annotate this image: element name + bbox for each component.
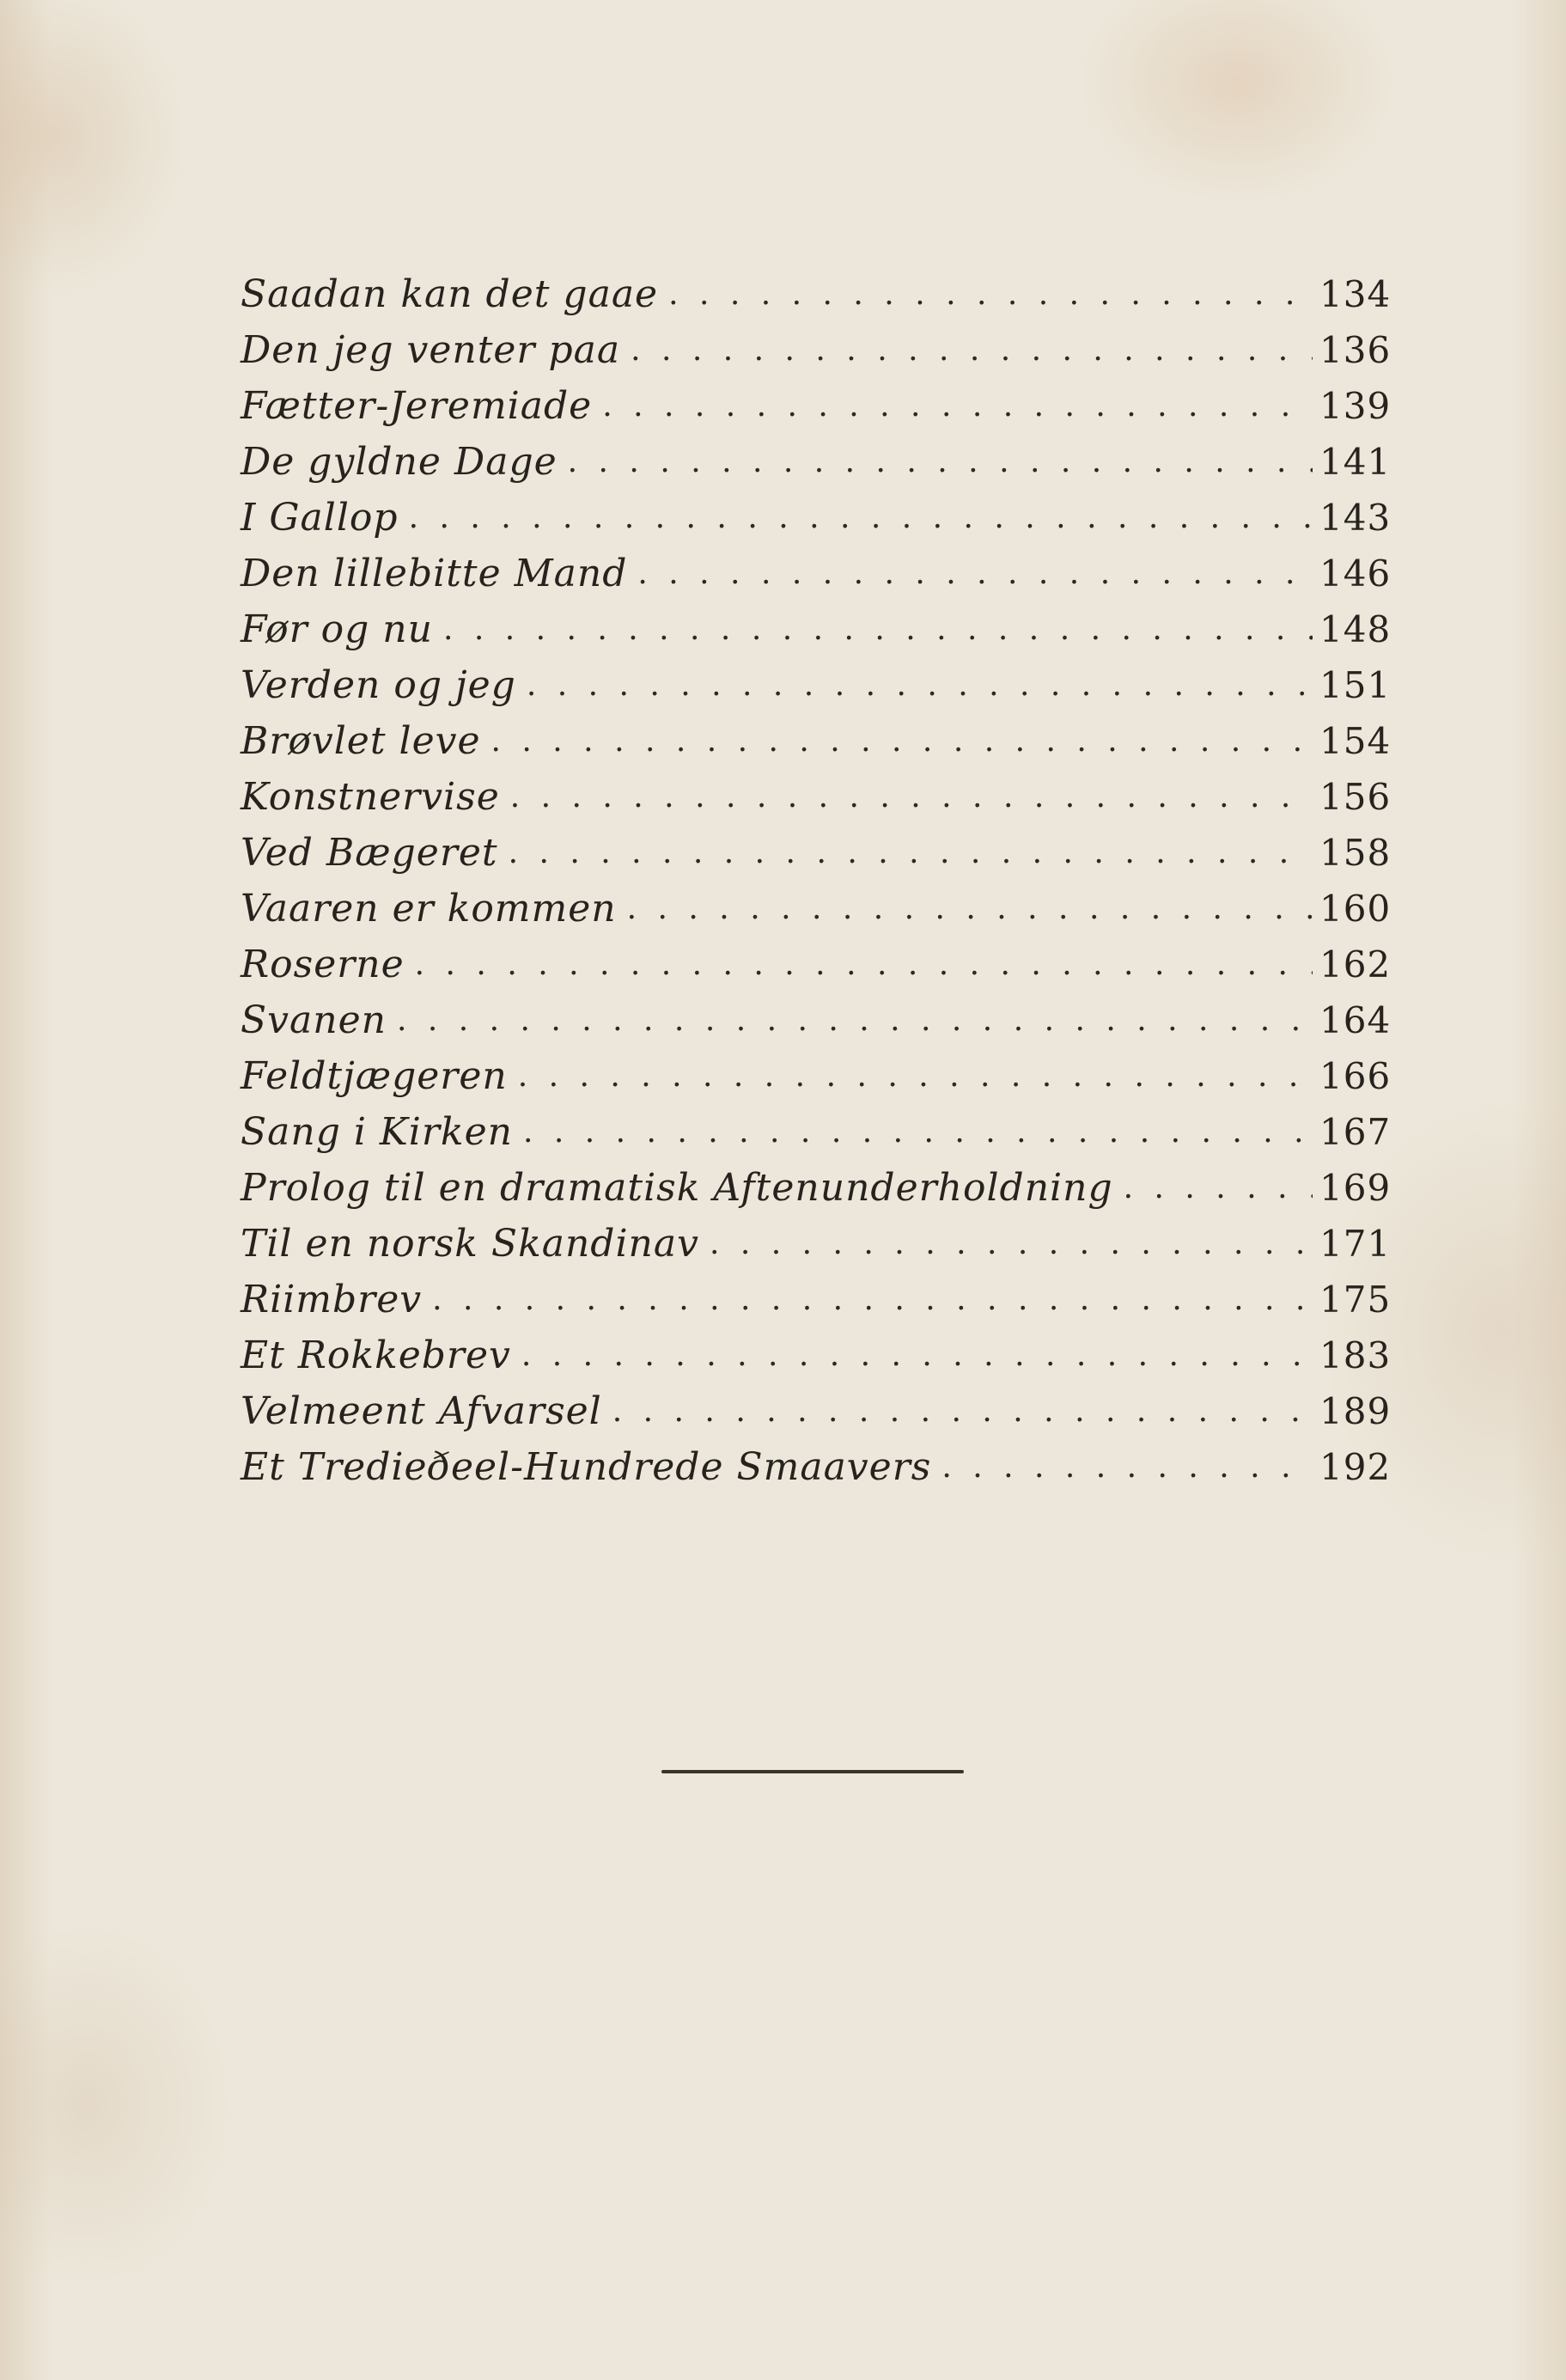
toc-entry — [241, 881, 1390, 937]
toc-entry — [241, 713, 1390, 769]
dot-leader — [602, 388, 1313, 425]
toc-entry — [241, 992, 1390, 1048]
toc-entry-title: Brøvlet leve — [241, 719, 481, 763]
toc-entry-page: 162 — [1319, 943, 1392, 986]
toc-entry-page: 167 — [1319, 1111, 1392, 1153]
toc-entry-title: Et Rokkebrev — [241, 1333, 511, 1377]
toc-entry-title: Vaaren er kommen — [241, 887, 617, 931]
toc-entry — [241, 434, 1390, 490]
toc-entry — [241, 769, 1390, 825]
dot-leader — [518, 1058, 1313, 1095]
toc-entry — [241, 1104, 1390, 1160]
toc-entry-title: Konstnervise — [241, 775, 500, 819]
dot-leader — [941, 1449, 1313, 1486]
toc-entry-title: I Gallop — [241, 496, 399, 540]
toc-entry-title: Velmeent Afvarsel — [241, 1389, 602, 1433]
toc-entry-title: Den jeg venter paa — [241, 328, 621, 372]
dot-leader — [432, 1281, 1313, 1319]
dot-leader — [509, 834, 1313, 872]
toc-entry-page: 156 — [1319, 776, 1392, 818]
toc-entry — [241, 657, 1390, 713]
toc-entry-page: 139 — [1319, 385, 1392, 427]
dot-leader — [443, 611, 1313, 649]
toc-entry — [241, 322, 1390, 378]
toc-entry-title: Den lillebitte Mand — [241, 552, 628, 595]
toc-entry — [241, 825, 1390, 881]
dot-leader — [668, 276, 1313, 314]
dot-leader — [397, 1002, 1313, 1040]
toc-entry — [241, 1160, 1390, 1216]
toc-entry-title: Riimbrev — [241, 1278, 423, 1321]
toc-entry — [241, 601, 1390, 657]
toc-entry-page: 151 — [1319, 664, 1392, 706]
toc-entry — [241, 1272, 1390, 1327]
toc-entry-title: Verden og jeg — [241, 663, 516, 707]
toc-entry — [241, 266, 1390, 322]
toc-entry-page: 160 — [1319, 888, 1392, 930]
toc-entry — [241, 490, 1390, 546]
toc-entry-page: 192 — [1319, 1446, 1392, 1488]
toc-entry-title: Ved Bægeret — [241, 831, 498, 875]
toc-entry-title: Til en norsk Skandinav — [241, 1222, 699, 1266]
dot-leader — [612, 1393, 1313, 1431]
dot-leader — [710, 1225, 1313, 1263]
toc-entry-title: Saadan kan det gaae — [241, 272, 659, 316]
dot-leader — [409, 499, 1313, 537]
dot-leader — [510, 778, 1313, 816]
toc-entry — [241, 1439, 1390, 1495]
toc-entry-title: De gyldne Dage — [241, 440, 558, 484]
dot-leader — [523, 1114, 1313, 1151]
toc-entry — [241, 1383, 1390, 1439]
toc-entry-page: 136 — [1319, 329, 1392, 371]
toc-entry-page: 134 — [1319, 273, 1392, 315]
end-rule-divider — [661, 1770, 964, 1773]
dot-leader — [1124, 1169, 1313, 1207]
toc-entry-page: 154 — [1319, 720, 1392, 762]
dot-leader — [415, 946, 1313, 984]
dot-leader — [631, 332, 1313, 369]
toc-entry — [241, 1048, 1390, 1104]
toc-entry-page: 148 — [1319, 608, 1392, 650]
toc-entry-page: 164 — [1319, 999, 1392, 1041]
dot-leader — [568, 443, 1313, 481]
toc-entry-title: Et Tredieðeel-Hundrede Smaavers — [241, 1445, 932, 1489]
toc-entry-title: Før og nu — [241, 607, 433, 651]
dot-leader — [521, 1337, 1313, 1375]
toc-entry-title: Roserne — [241, 943, 405, 986]
table-of-contents — [241, 266, 1390, 1495]
toc-entry-page: 183 — [1319, 1334, 1392, 1376]
toc-entry-page: 166 — [1319, 1055, 1392, 1097]
toc-entry-title: Feldtjægeren — [241, 1054, 508, 1098]
toc-entry-page: 143 — [1319, 497, 1392, 539]
toc-entry — [241, 1327, 1390, 1383]
toc-entry-page: 175 — [1319, 1278, 1392, 1321]
dot-leader — [527, 667, 1313, 705]
toc-entry-title: Sang i Kirken — [241, 1110, 513, 1154]
toc-entry — [241, 1216, 1390, 1272]
dot-leader — [637, 555, 1313, 593]
toc-entry-page: 146 — [1319, 552, 1392, 595]
toc-entry — [241, 546, 1390, 601]
toc-entry-page: 169 — [1319, 1167, 1392, 1209]
toc-entry-page: 141 — [1319, 441, 1392, 483]
toc-entry-title: Prolog til en dramatisk Aftenunderholdning — [241, 1166, 1113, 1210]
dot-leader — [627, 890, 1313, 928]
toc-entry-title: Svanen — [241, 998, 387, 1042]
toc-entry — [241, 378, 1390, 434]
toc-entry-title: Fætter-Jeremiade — [241, 384, 593, 428]
toc-entry-page: 158 — [1319, 832, 1392, 874]
toc-entry-page: 171 — [1319, 1223, 1392, 1265]
toc-entry — [241, 937, 1390, 992]
dot-leader — [491, 723, 1313, 760]
toc-entry-page: 189 — [1319, 1390, 1392, 1432]
